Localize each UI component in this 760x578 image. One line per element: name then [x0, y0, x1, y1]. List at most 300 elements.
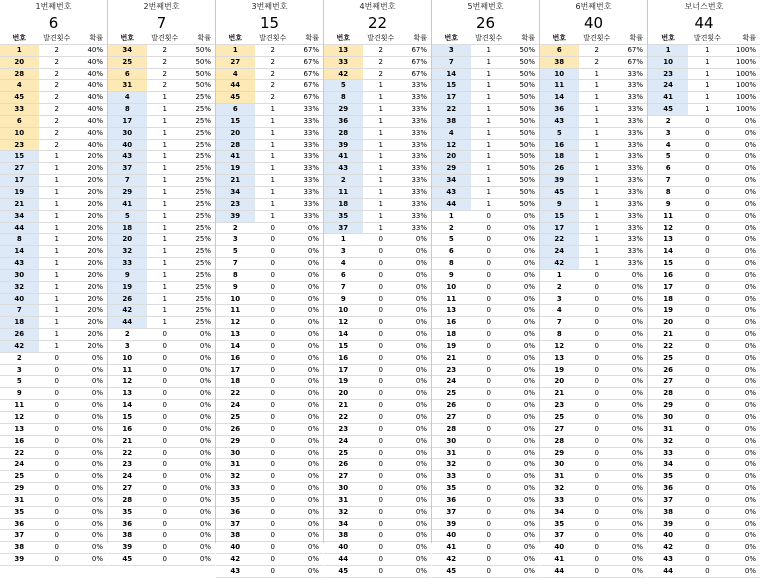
- cell-probability: 67%: [291, 80, 323, 92]
- cell-count: 1: [579, 151, 615, 163]
- cell-count: 1: [579, 175, 615, 187]
- table-row: [540, 400, 647, 412]
- table-row: [648, 80, 760, 92]
- cell-number: 27: [648, 376, 688, 388]
- cell-number: 15: [0, 151, 39, 163]
- cell-probability: 0%: [507, 281, 539, 293]
- cell-number: 45: [0, 92, 39, 104]
- table-row: [108, 364, 215, 376]
- cell-count: 2: [363, 56, 399, 68]
- cell-probability: 0%: [507, 530, 539, 542]
- cell-count: 1: [255, 104, 291, 116]
- table-row: [216, 210, 323, 222]
- table-row: [432, 198, 539, 210]
- cell-probability: 0%: [399, 317, 431, 329]
- table-row: [108, 483, 215, 495]
- cell-probability: 67%: [399, 68, 431, 80]
- table-row: [540, 234, 647, 246]
- cell-count: 2: [255, 80, 291, 92]
- cell-count: 1: [579, 258, 615, 270]
- cell-number: 7: [0, 305, 39, 317]
- cell-count: 0: [688, 222, 726, 234]
- table-row: [324, 376, 431, 388]
- table-row: [540, 554, 647, 566]
- cell-probability: 33%: [399, 198, 431, 210]
- cell-number: 2: [0, 352, 39, 364]
- cell-count: 0: [688, 163, 726, 175]
- cell-number: 16: [108, 423, 147, 435]
- cell-count: 1: [255, 163, 291, 175]
- cell-number: 27: [216, 56, 255, 68]
- cell-count: 1: [255, 151, 291, 163]
- cell-number: 41: [540, 554, 579, 566]
- cell-probability: 0%: [291, 317, 323, 329]
- cell-probability: 67%: [399, 44, 431, 56]
- cell-probability: 0%: [507, 269, 539, 281]
- table-row: [324, 44, 431, 56]
- cell-probability: 0%: [183, 459, 215, 471]
- cell-number: 4: [648, 139, 688, 151]
- cell-count: 0: [579, 447, 615, 459]
- cell-count: 0: [688, 423, 726, 435]
- cell-number: 20: [0, 56, 39, 68]
- table-row: [648, 494, 760, 506]
- cell-count: 0: [147, 483, 183, 495]
- cell-count: 1: [147, 281, 183, 293]
- cell-count: 0: [471, 471, 507, 483]
- cell-probability: 0%: [183, 423, 215, 435]
- cell-count: 0: [688, 388, 726, 400]
- cell-count: 1: [39, 234, 75, 246]
- cell-number: 6: [216, 104, 255, 116]
- block-title: 3번째번호: [251, 2, 288, 11]
- cell-probability: 33%: [399, 104, 431, 116]
- cell-probability: 0%: [399, 530, 431, 542]
- cell-probability: 50%: [507, 163, 539, 175]
- cell-count: 0: [255, 483, 291, 495]
- cell-number: 10: [0, 127, 39, 139]
- cell-count: 0: [39, 412, 75, 424]
- cell-probability: 20%: [75, 198, 107, 210]
- cell-number: 34: [648, 459, 688, 471]
- table-row: [0, 163, 107, 175]
- cell-probability: 20%: [75, 269, 107, 281]
- cell-probability: 0%: [726, 435, 760, 447]
- table-row: [216, 447, 323, 459]
- cell-probability: 0%: [615, 269, 647, 281]
- cell-count: 2: [39, 80, 75, 92]
- table-row: [540, 483, 647, 495]
- table-row: [108, 115, 215, 127]
- cell-number: 24: [648, 80, 688, 92]
- cell-number: 7: [432, 56, 471, 68]
- table-row: [540, 459, 647, 471]
- cell-probability: 0%: [726, 210, 760, 222]
- frequency-table: [216, 33, 323, 578]
- table-row: [216, 352, 323, 364]
- cell-probability: 50%: [507, 56, 539, 68]
- cell-number: 36: [432, 494, 471, 506]
- table-row: [0, 542, 107, 554]
- cell-probability: 67%: [291, 44, 323, 56]
- table-row: [648, 293, 760, 305]
- table-row: [540, 175, 647, 187]
- table-row: [108, 459, 215, 471]
- cell-probability: 0%: [291, 400, 323, 412]
- cell-probability: 0%: [183, 530, 215, 542]
- cell-probability: 0%: [291, 246, 323, 258]
- table-row: [648, 92, 760, 104]
- cell-count: 0: [39, 400, 75, 412]
- cell-number: 32: [108, 246, 147, 258]
- cell-number: 4: [216, 68, 255, 80]
- cell-number: 26: [216, 423, 255, 435]
- table-row: [0, 281, 107, 293]
- cell-count: 2: [147, 80, 183, 92]
- table-row: [108, 222, 215, 234]
- cell-count: 1: [39, 293, 75, 305]
- cell-count: 1: [579, 92, 615, 104]
- table-row: [432, 471, 539, 483]
- table-row: [108, 127, 215, 139]
- cell-probability: 0%: [291, 269, 323, 281]
- table-row: [648, 115, 760, 127]
- cell-number: 3: [432, 44, 471, 56]
- cell-probability: 33%: [291, 210, 323, 222]
- table-row: [324, 198, 431, 210]
- column-header-probability: 확률: [726, 33, 760, 44]
- cell-number: 5: [0, 376, 39, 388]
- cell-count: 1: [363, 104, 399, 116]
- cell-number: 6: [432, 246, 471, 258]
- column-header-probability: 확률: [291, 33, 323, 44]
- table-row: [216, 80, 323, 92]
- cell-count: 0: [471, 269, 507, 281]
- table-row: [108, 376, 215, 388]
- cell-number: 34: [324, 518, 363, 530]
- cell-probability: 0%: [399, 518, 431, 530]
- cell-count: 0: [688, 139, 726, 151]
- cell-number: 39: [432, 518, 471, 530]
- cell-count: 1: [147, 258, 183, 270]
- table-row: [324, 115, 431, 127]
- cell-count: 1: [579, 222, 615, 234]
- cell-number: 30: [108, 127, 147, 139]
- cell-probability: 0%: [726, 542, 760, 554]
- cell-count: 1: [363, 186, 399, 198]
- cell-probability: 50%: [507, 80, 539, 92]
- table-row: [0, 435, 107, 447]
- cell-count: 1: [471, 56, 507, 68]
- table-row: [0, 210, 107, 222]
- cell-number: 33: [324, 56, 363, 68]
- table-row: [216, 234, 323, 246]
- cell-number: 26: [432, 400, 471, 412]
- table-row: [324, 175, 431, 187]
- cell-count: 0: [688, 234, 726, 246]
- cell-number: 19: [432, 340, 471, 352]
- cell-number: 2: [108, 329, 147, 341]
- cell-number: 25: [216, 412, 255, 424]
- cell-count: 0: [39, 447, 75, 459]
- cell-probability: 0%: [726, 269, 760, 281]
- cell-number: 28: [216, 139, 255, 151]
- cell-count: 0: [579, 269, 615, 281]
- cell-probability: 0%: [75, 388, 107, 400]
- cell-probability: 0%: [291, 352, 323, 364]
- table-row: [216, 530, 323, 542]
- cell-count: 0: [471, 293, 507, 305]
- cell-number: 44: [540, 565, 579, 577]
- cell-number: 10: [648, 56, 688, 68]
- cell-count: 0: [579, 293, 615, 305]
- cell-count: 0: [255, 293, 291, 305]
- cell-count: 0: [579, 412, 615, 424]
- cell-probability: 20%: [75, 163, 107, 175]
- table-row: [540, 68, 647, 80]
- cell-number: 5: [432, 234, 471, 246]
- cell-number: 38: [324, 530, 363, 542]
- cell-count: 0: [255, 565, 291, 577]
- cell-probability: 0%: [183, 435, 215, 447]
- cell-probability: 0%: [291, 305, 323, 317]
- column-header-number: 번호: [540, 33, 579, 44]
- cell-number: 15: [108, 412, 147, 424]
- cell-probability: 0%: [75, 483, 107, 495]
- position-block: [0, 0, 108, 564]
- table-row: [540, 139, 647, 151]
- table-row: [324, 447, 431, 459]
- table-row: [216, 435, 323, 447]
- cell-probability: 50%: [507, 92, 539, 104]
- table-row: [432, 246, 539, 258]
- position-block: [324, 0, 432, 575]
- cell-probability: 0%: [726, 317, 760, 329]
- cell-probability: 0%: [507, 459, 539, 471]
- cell-probability: 0%: [75, 364, 107, 376]
- cell-count: 0: [363, 447, 399, 459]
- cell-count: 1: [579, 246, 615, 258]
- cell-number: 6: [324, 269, 363, 281]
- cell-probability: 33%: [615, 234, 647, 246]
- cell-probability: 0%: [183, 364, 215, 376]
- cell-probability: 0%: [615, 423, 647, 435]
- cell-number: 17: [432, 92, 471, 104]
- cell-count: 0: [147, 376, 183, 388]
- frequency-table: [108, 33, 215, 566]
- cell-number: 21: [648, 329, 688, 341]
- cell-probability: 0%: [291, 565, 323, 577]
- cell-count: 0: [255, 258, 291, 270]
- cell-number: 31: [540, 471, 579, 483]
- frequency-table: [324, 33, 431, 578]
- cell-count: 1: [688, 80, 726, 92]
- cell-number: 8: [0, 234, 39, 246]
- table-row: [216, 471, 323, 483]
- cell-number: 33: [432, 471, 471, 483]
- table-row: [324, 139, 431, 151]
- cell-probability: 0%: [507, 293, 539, 305]
- table-row: [324, 340, 431, 352]
- table-row: [648, 210, 760, 222]
- cell-number: 4: [540, 305, 579, 317]
- cell-number: 11: [540, 80, 579, 92]
- cell-probability: 0%: [726, 163, 760, 175]
- table-row: [324, 506, 431, 518]
- cell-count: 2: [39, 92, 75, 104]
- table-row: [648, 530, 760, 542]
- table-row: [324, 305, 431, 317]
- table-row: [432, 127, 539, 139]
- table-row: [0, 340, 107, 352]
- table-row: [648, 554, 760, 566]
- table-row: [216, 554, 323, 566]
- cell-probability: 0%: [615, 459, 647, 471]
- cell-count: 1: [579, 210, 615, 222]
- cell-number: 40: [432, 530, 471, 542]
- table-row: [324, 352, 431, 364]
- table-row: [0, 530, 107, 542]
- table-row: [648, 269, 760, 281]
- cell-probability: 0%: [615, 305, 647, 317]
- cell-probability: 25%: [183, 139, 215, 151]
- cell-probability: 0%: [75, 376, 107, 388]
- table-row: [0, 471, 107, 483]
- cell-count: 2: [39, 68, 75, 80]
- cell-count: 1: [255, 210, 291, 222]
- table-row: [216, 542, 323, 554]
- table-row: [540, 518, 647, 530]
- cell-probability: 50%: [183, 80, 215, 92]
- cell-number: 24: [432, 376, 471, 388]
- cell-count: 0: [39, 483, 75, 495]
- cell-probability: 0%: [291, 483, 323, 495]
- cell-probability: 67%: [291, 56, 323, 68]
- cell-probability: 0%: [183, 494, 215, 506]
- cell-probability: 0%: [291, 376, 323, 388]
- cell-probability: 20%: [75, 175, 107, 187]
- cell-number: 32: [432, 459, 471, 471]
- cell-probability: 20%: [75, 258, 107, 270]
- cell-probability: 33%: [399, 127, 431, 139]
- table-row: [432, 234, 539, 246]
- cell-probability: 25%: [183, 210, 215, 222]
- cell-count: 0: [688, 186, 726, 198]
- table-row: [108, 317, 215, 329]
- cell-count: 2: [363, 44, 399, 56]
- position-block: [648, 0, 760, 575]
- cell-number: 16: [324, 352, 363, 364]
- cell-count: 2: [147, 68, 183, 80]
- cell-probability: 0%: [615, 364, 647, 376]
- cell-count: 0: [579, 542, 615, 554]
- cell-number: 28: [108, 494, 147, 506]
- table-header-row: [0, 33, 107, 44]
- table-row: [648, 246, 760, 258]
- cell-probability: 33%: [615, 139, 647, 151]
- cell-number: 12: [0, 412, 39, 424]
- cell-count: 0: [579, 329, 615, 341]
- table-row: [108, 293, 215, 305]
- block-header: [648, 0, 760, 33]
- cell-count: 1: [147, 317, 183, 329]
- column-header-count: 발견횟수: [471, 33, 507, 44]
- cell-probability: 0%: [615, 388, 647, 400]
- table-row: [216, 198, 323, 210]
- cell-count: 0: [471, 234, 507, 246]
- block-drawn-number: 44: [694, 14, 714, 32]
- cell-probability: 0%: [75, 530, 107, 542]
- cell-count: 1: [255, 115, 291, 127]
- table-row: [540, 412, 647, 424]
- table-row: [324, 518, 431, 530]
- table-row: [0, 115, 107, 127]
- table-row: [432, 317, 539, 329]
- cell-count: 0: [147, 423, 183, 435]
- table-row: [216, 293, 323, 305]
- cell-count: 0: [363, 530, 399, 542]
- cell-number: 9: [648, 198, 688, 210]
- table-row: [648, 305, 760, 317]
- cell-count: 1: [39, 175, 75, 187]
- cell-probability: 50%: [507, 139, 539, 151]
- cell-number: 22: [540, 234, 579, 246]
- cell-probability: 0%: [183, 352, 215, 364]
- cell-count: 0: [688, 542, 726, 554]
- cell-probability: 0%: [726, 554, 760, 566]
- cell-probability: 0%: [291, 222, 323, 234]
- table-row: [108, 92, 215, 104]
- cell-count: 0: [688, 412, 726, 424]
- cell-probability: 33%: [615, 104, 647, 116]
- table-row: [648, 506, 760, 518]
- block-header: [540, 0, 647, 33]
- table-row: [216, 44, 323, 56]
- cell-number: 32: [324, 506, 363, 518]
- cell-number: 16: [540, 139, 579, 151]
- cell-count: 0: [688, 400, 726, 412]
- cell-number: 6: [648, 163, 688, 175]
- cell-probability: 0%: [399, 352, 431, 364]
- table-row: [432, 222, 539, 234]
- cell-probability: 0%: [726, 305, 760, 317]
- cell-count: 1: [363, 127, 399, 139]
- cell-number: 24: [0, 459, 39, 471]
- cell-number: 22: [0, 447, 39, 459]
- cell-count: 0: [471, 494, 507, 506]
- cell-probability: 0%: [507, 352, 539, 364]
- table-row: [432, 340, 539, 352]
- cell-number: 37: [540, 530, 579, 542]
- cell-count: 1: [471, 163, 507, 175]
- table-row: [648, 163, 760, 175]
- cell-count: 0: [688, 175, 726, 187]
- cell-probability: 0%: [399, 305, 431, 317]
- cell-count: 0: [363, 459, 399, 471]
- cell-number: 31: [216, 459, 255, 471]
- cell-probability: 40%: [75, 92, 107, 104]
- cell-probability: 100%: [726, 56, 760, 68]
- cell-probability: 0%: [399, 329, 431, 341]
- cell-count: 0: [255, 340, 291, 352]
- cell-number: 33: [108, 258, 147, 270]
- table-row: [540, 104, 647, 116]
- cell-number: 13: [108, 388, 147, 400]
- cell-number: 8: [648, 186, 688, 198]
- cell-number: 5: [648, 151, 688, 163]
- cell-probability: 25%: [183, 175, 215, 187]
- cell-count: 0: [688, 518, 726, 530]
